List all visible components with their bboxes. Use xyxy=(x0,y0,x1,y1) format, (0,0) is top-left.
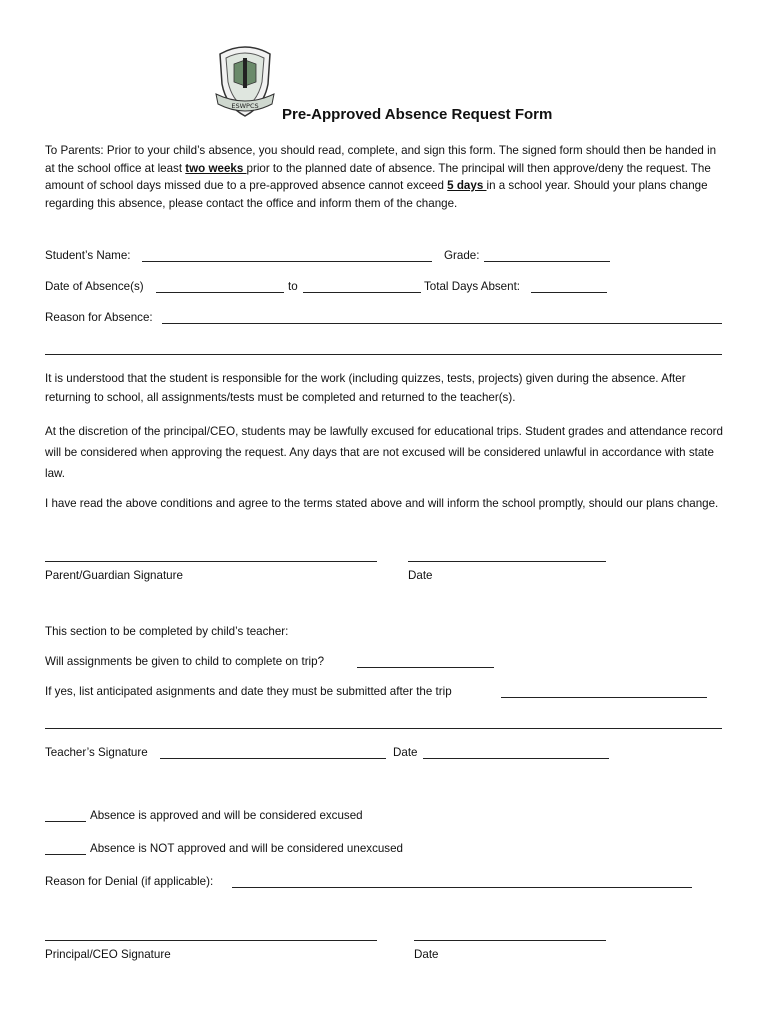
parent-signature-label: Parent/Guardian Signature xyxy=(45,569,183,582)
form-title: Pre-Approved Absence Request Form xyxy=(282,106,553,123)
total-days-field[interactable] xyxy=(531,292,607,293)
date-of-absence-label: Date of Absence(s) xyxy=(45,280,144,293)
teacher-section-heading: This section to be completed by child’s teacher: xyxy=(45,625,289,638)
parent-date-label: Date xyxy=(408,569,433,582)
principal-date-field[interactable] xyxy=(414,940,606,941)
not-approved-label: Absence is NOT approved and will be considered unexcused xyxy=(90,842,404,855)
responsibility-paragraph: It is understood that the student is responsible for the work (including quizzes, tests, projects) given during the absence. After returning to school, all assignments/tests must be completed and returned to the teacher(s). xyxy=(45,372,686,404)
parent-date-field[interactable] xyxy=(408,561,606,562)
approved-label: Absence is approved and will be considered excused xyxy=(90,809,363,822)
agreement-paragraph: I have read the above conditions and agree to the terms stated above and will inform the school promptly, should our plans change. xyxy=(45,497,719,510)
reason-field[interactable] xyxy=(162,323,722,324)
student-name-label: Student’s Name: xyxy=(45,249,131,262)
principal-signature-field[interactable] xyxy=(45,940,377,941)
svg-text:ESWPCS: ESWPCS xyxy=(231,102,259,110)
absence-end-date-field[interactable] xyxy=(303,292,421,293)
student-name-field[interactable] xyxy=(142,261,432,262)
assignments-answer-field[interactable] xyxy=(357,667,494,668)
school-seal-logo xyxy=(212,44,278,122)
assignments-list-question: If yes, list anticipated asignments and date they must be submitted after the trip xyxy=(45,685,452,698)
assignments-question: Will assignments be given to child to complete on trip? xyxy=(45,655,325,668)
principal-date-label: Date xyxy=(414,948,439,961)
grade-label: Grade: xyxy=(444,249,480,262)
reason-label: Reason for Absence: xyxy=(45,311,153,324)
grade-field[interactable] xyxy=(484,261,610,262)
teacher-signature-field[interactable] xyxy=(160,758,386,759)
principal-signature-label: Principal/CEO Signature xyxy=(45,948,171,961)
discretion-paragraph: At the discretion of the principal/CEO, students may be lawfully excused for educational trips. Student grades and attendance record will be considered when approving the request. Any days that are not excused will be considered unlawful in accordance with state law. xyxy=(45,425,723,480)
approved-mark-field[interactable] xyxy=(45,821,86,822)
not-approved-mark-field[interactable] xyxy=(45,854,86,855)
intro-paragraph: To Parents: Prior to your child’s absence, you should read, complete, and sign this form. The signed form should then be handed in at the school office at least two weeks prior to the planned date of absence. The principal will then approve/deny the request. The amount of school days missed due to a pre-approved absence cannot exceed 5 days in a school year. Should your plans change regarding this absence, please contact the office and inform them of the change. xyxy=(45,144,717,210)
teacher-date-field[interactable] xyxy=(423,758,609,759)
denial-reason-field[interactable] xyxy=(232,887,692,888)
to-label: to xyxy=(288,280,298,293)
assignments-list-field-line-2[interactable] xyxy=(45,728,722,729)
reason-field-line-2[interactable] xyxy=(45,354,722,355)
teacher-signature-label: Teacher’s Signature xyxy=(45,746,148,759)
absence-start-date-field[interactable] xyxy=(156,292,284,293)
total-days-label: Total Days Absent: xyxy=(424,280,521,293)
teacher-date-label: Date xyxy=(393,746,418,759)
denial-reason-label: Reason for Denial (if applicable): xyxy=(45,875,214,888)
parent-signature-field[interactable] xyxy=(45,561,377,562)
assignments-list-field[interactable] xyxy=(501,697,707,698)
